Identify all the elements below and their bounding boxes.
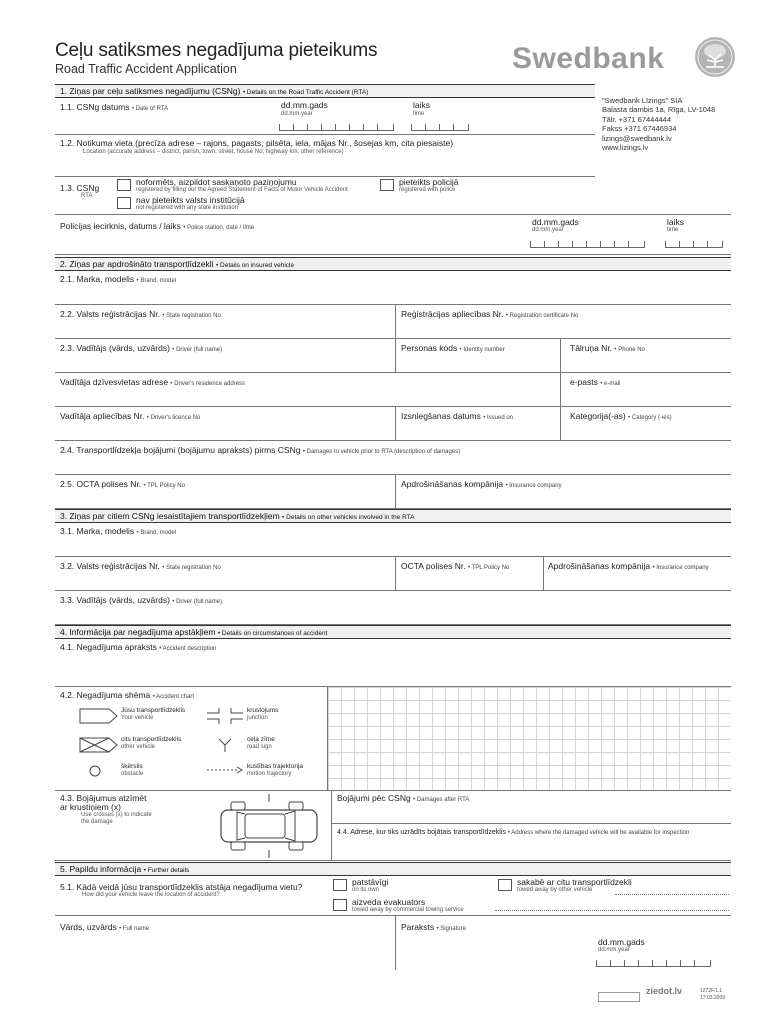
vehicle-leave-row xyxy=(55,876,731,916)
section-5-title-en: • Further details xyxy=(143,867,190,874)
date-format-label-en: dd.mm.year xyxy=(281,111,313,117)
section-4-title-en: • Details on circumstances of accident xyxy=(217,630,328,637)
form-date: 17.03.2009 xyxy=(700,995,726,1001)
own-way-label: patstāvīgi xyxy=(352,877,389,887)
trajectory-label-en: motion trajectory xyxy=(247,771,292,777)
insured-reg-label: 2.2. Valsts reģistrācijas Nr. • State registration No xyxy=(60,309,221,319)
time-label-en: time xyxy=(413,111,425,117)
residence-row xyxy=(55,373,731,407)
ziedot-logo: ziedot.lv xyxy=(646,986,683,996)
other-vehicle-tow-label-en: towed away by other vehicle xyxy=(517,887,593,893)
email-label: e-pasts • e-mail xyxy=(570,377,621,387)
company-fax: Fakss +371 67446934 xyxy=(602,124,677,134)
obstacle-label-en: obstacle xyxy=(121,771,144,777)
rta-registration-row xyxy=(55,177,731,215)
police-station-label: Policijas iecirknis, datums / laiks • Police station, date / time xyxy=(60,221,255,231)
other-vehicle-tow-checkbox[interactable] xyxy=(498,879,512,891)
towing-service-label: aizveda evakuators xyxy=(352,897,426,907)
signature-date-input[interactable] xyxy=(596,961,711,967)
form-title: Ceļu satiksmes negadījuma pieteikums xyxy=(55,40,378,61)
police-date-label-en: dd.mm.year xyxy=(532,227,564,233)
section-3-title-en: • Details on other vehicles involved in the RTA xyxy=(282,514,415,521)
divider xyxy=(560,373,561,406)
section-1-title-en: • Details on the Road Traffic Accident (RTA) xyxy=(242,89,369,96)
section-2-title: 2. Ziņas par apdrošināto transportlīdzekli xyxy=(60,259,214,269)
other-insurer-label: Apdrošināšanas kompānija • Insurance company xyxy=(548,561,709,571)
road-sign-label: ceļa zīme xyxy=(247,736,275,743)
company-web: www.lizings.lv xyxy=(602,143,649,153)
full-name-label: Vārds, uzvārds • Full name xyxy=(60,922,150,932)
phone-label: Tālruņa Nr. • Phone No xyxy=(570,343,645,353)
junction-label-en: junction xyxy=(247,715,268,721)
rta-date-row[interactable] xyxy=(55,98,595,135)
company-street: Balasta dambis 1a, Rīga, LV-1048 xyxy=(602,105,716,115)
insurer-label: Apdrošināšanas kompānija • Insurance company xyxy=(401,479,562,489)
mark-damage-label-2: ar krustiņiem (x) xyxy=(60,802,121,812)
road-sign-label-en: road sign xyxy=(247,744,272,750)
police-registered-checkbox[interactable] xyxy=(380,179,394,191)
section-5-title: 5. Papildu informācija xyxy=(60,864,142,874)
other-vehicle-label-en: other vehicle xyxy=(121,744,156,750)
tow-details-input-2[interactable] xyxy=(495,910,729,911)
vehicle-leave-question: 5.1. Kādā veidā jūsu transportlīdzeklis atstāja negadījuma vietu? xyxy=(60,882,303,892)
accident-description-label: 4.1. Negadījuma apraksts • Accident description xyxy=(60,642,217,652)
prior-damage-label: 2.4. Transportlīdzekļa bojājumi (bojājumu apraksts) pirms CSNg • Damages to vehicle prior to RTA (description of damages) xyxy=(60,445,461,455)
your-vehicle-label: Jūsu transportlīdzeklis xyxy=(121,707,186,714)
police-time-label: laiks xyxy=(667,217,685,227)
signature-row xyxy=(55,916,731,968)
towing-service-checkbox[interactable] xyxy=(333,899,347,911)
vehicle-leave-question-en: How did your vehicle leave the location of accident? xyxy=(82,892,220,898)
inspection-address-label: 4.4. Adrese, kur tiks uzrādīts bojātais transportlīdzeklis • Address where the damaged vehicle will be available for inspection xyxy=(337,829,690,836)
date-format-label: dd.mm.gads xyxy=(281,100,328,110)
section-1-title: 1. Ziņas par ceļu satiksmes negadījumu (CSNg) xyxy=(60,86,241,96)
agreed-statement-checkbox[interactable] xyxy=(117,179,131,191)
tow-details-input[interactable] xyxy=(615,894,729,895)
police-date-label: dd.mm.gads xyxy=(532,217,579,227)
divider xyxy=(560,407,561,440)
issued-label: Izsniegšanas datums • Issued on xyxy=(401,411,514,421)
rta-location-label: 1.2. Notikuma vieta (precīza adrese – rajons, pagasts, pilsēta, iela, mājas Nr., šosejas km, cita piesaiste) xyxy=(60,138,454,148)
divider xyxy=(395,407,396,440)
agreed-statement-label-en: registered by filling out the Agreed Statement of Facts of Motor Vehicle Accident xyxy=(136,187,348,193)
mark-damage-label-1: 4.3. Bojājumus atzīmēt xyxy=(60,793,147,803)
licence-row xyxy=(55,407,731,441)
accident-chart-label: 4.2. Negadījuma shēma • Accident chart xyxy=(60,690,195,700)
csng-label-en: RTA xyxy=(81,193,93,199)
junction-icon xyxy=(205,707,245,725)
partner-logo xyxy=(598,992,640,1002)
junction-label: krustojums xyxy=(247,707,279,714)
section-5-header xyxy=(55,862,731,876)
own-way-label-en: on its own xyxy=(352,887,380,893)
prior-damage-row[interactable] xyxy=(55,441,731,475)
signature-date-label: dd.mm.gads xyxy=(598,937,645,947)
divider xyxy=(331,823,731,824)
obstacle-label: šķērslis xyxy=(121,763,143,770)
section-4-header xyxy=(55,625,731,639)
company-email: lizings@swedbank.lv xyxy=(602,133,672,143)
other-reg-row xyxy=(55,557,731,591)
insured-make-label: 2.1. Marka, modelis • Brand, model xyxy=(60,274,177,284)
trajectory-icon xyxy=(205,764,245,776)
reg-cert-label: Reģistrācijas apliecības Nr. • Registration certificate No xyxy=(401,309,579,319)
accident-chart-row xyxy=(55,687,731,791)
damages-after-label: Bojājumi pēc CSNg • Damages after RTA xyxy=(337,793,470,803)
other-vehicle-icon xyxy=(79,737,119,753)
insured-driver-label: 2.3. Vadītājs (vārds, uzvārds) • Driver (full name) xyxy=(60,343,223,353)
section-2-header xyxy=(55,257,731,271)
not-registered-label-en: not registered with any state institution xyxy=(136,205,239,211)
divider xyxy=(395,339,396,372)
other-make-label: 3.1. Marka, modelis • Brand, model xyxy=(60,526,177,536)
own-way-checkbox[interactable] xyxy=(333,879,347,891)
towing-service-label-en: towed away by commercial towing service xyxy=(352,907,464,913)
accident-chart-grid[interactable] xyxy=(327,687,731,790)
other-tpl-label: OCTA polises Nr. • TPL Policy No xyxy=(401,561,510,571)
obstacle-icon xyxy=(85,764,105,778)
road-sign-icon xyxy=(215,737,235,753)
rta-date-input[interactable] xyxy=(279,125,394,131)
swedbank-logo: Swedbank xyxy=(512,42,665,75)
police-station-row[interactable] xyxy=(55,215,731,255)
car-top-view-icon[interactable] xyxy=(209,794,329,858)
damage-marking-row xyxy=(55,791,731,861)
divider xyxy=(331,791,332,860)
agreed-statement-label: noformēts, aizpildot saskaņoto paziņojumu xyxy=(136,177,297,187)
police-date-input[interactable] xyxy=(530,242,645,248)
your-vehicle-icon xyxy=(79,708,119,724)
other-driver-label: 3.3. Vadītājs (vārds, uzvārds) • Driver (full name) xyxy=(60,595,223,605)
section-2-title-en: • Details on insured vehicle xyxy=(215,262,295,269)
police-registered-label: pieteikts policijā xyxy=(399,177,459,187)
rta-location-label-en: Location (accurate address – district, parish, town, street, house No, highway km, other reference) xyxy=(83,149,344,155)
other-make-row[interactable] xyxy=(55,523,731,557)
rta-date-label: 1.1. CSNg datums • Date of RTA xyxy=(60,102,169,112)
signature-date-label-en: dd.mm.year xyxy=(598,947,630,953)
insured-reg-row xyxy=(55,305,731,339)
mark-damage-en-1: Use crosses (x) to indicate xyxy=(81,812,152,818)
other-reg-label: 3.2. Valsts reģistrācijas Nr. • State registration No xyxy=(60,561,221,571)
trajectory-label: kustības trajektorija xyxy=(247,763,303,770)
oak-tree-icon xyxy=(694,36,736,78)
divider xyxy=(395,305,396,338)
identity-number-label: Personas kods • Identity number xyxy=(401,343,505,353)
category-label: Kategorija(-as) • Category (-ies) xyxy=(570,411,672,421)
tpl-policy-label: 2.5. OCTA polises Nr. • TPL Policy No xyxy=(60,479,185,489)
time-label: laiks xyxy=(413,100,431,110)
divider xyxy=(395,557,396,590)
form-code: 1272F.1.1 xyxy=(700,988,722,994)
company-phone: Tālr. +371 67444444 xyxy=(602,114,672,124)
company-name: "Swedbank Līzings" SIA xyxy=(602,96,683,105)
signature-label: Paraksts • Signature xyxy=(401,922,466,932)
licence-label: Vadītāja apliecības Nr. • Driver's licence No xyxy=(60,411,201,421)
police-time-label-en: time xyxy=(667,227,679,233)
your-vehicle-label-en: Your vehicle xyxy=(121,715,154,721)
not-registered-checkbox[interactable] xyxy=(117,197,131,209)
rta-location-row[interactable] xyxy=(55,135,595,177)
residence-label: Vadītāja dzīvesvietas adrese • Driver's residence address xyxy=(60,377,246,387)
other-vehicle-tow-label: sakabē ar citu transportlīdzekli xyxy=(517,877,632,887)
divider xyxy=(395,475,396,508)
section-1-header xyxy=(55,84,595,98)
divider xyxy=(543,557,544,590)
csng-label: 1.3. CSNg xyxy=(60,183,100,193)
rta-time-input[interactable] xyxy=(411,125,469,131)
police-registered-label-en: registered with police xyxy=(399,187,456,193)
divider xyxy=(395,916,396,970)
application-form xyxy=(55,84,731,968)
form-subtitle: Road Traffic Accident Application xyxy=(55,62,237,76)
insured-make-row[interactable] xyxy=(55,271,731,305)
section-3-header xyxy=(55,509,731,523)
section-3-title: 3. Ziņas par citiem CSNg iesaistītajiem transportlīdzekļiem xyxy=(60,511,280,521)
mark-damage-en-2: the damage xyxy=(81,819,113,825)
tpl-policy-row xyxy=(55,475,731,509)
not-registered-label: nav pieteikts valsts institūcijā xyxy=(136,195,245,205)
accident-description-row[interactable] xyxy=(55,639,731,687)
insured-driver-row xyxy=(55,339,731,373)
other-vehicle-label: cits transportlīdzeklis xyxy=(121,736,182,743)
section-4-title: 4. Informācija par negadījuma apstākļiem xyxy=(60,627,216,637)
other-driver-row[interactable] xyxy=(55,591,731,625)
police-time-input[interactable] xyxy=(665,242,723,248)
divider xyxy=(560,339,561,372)
